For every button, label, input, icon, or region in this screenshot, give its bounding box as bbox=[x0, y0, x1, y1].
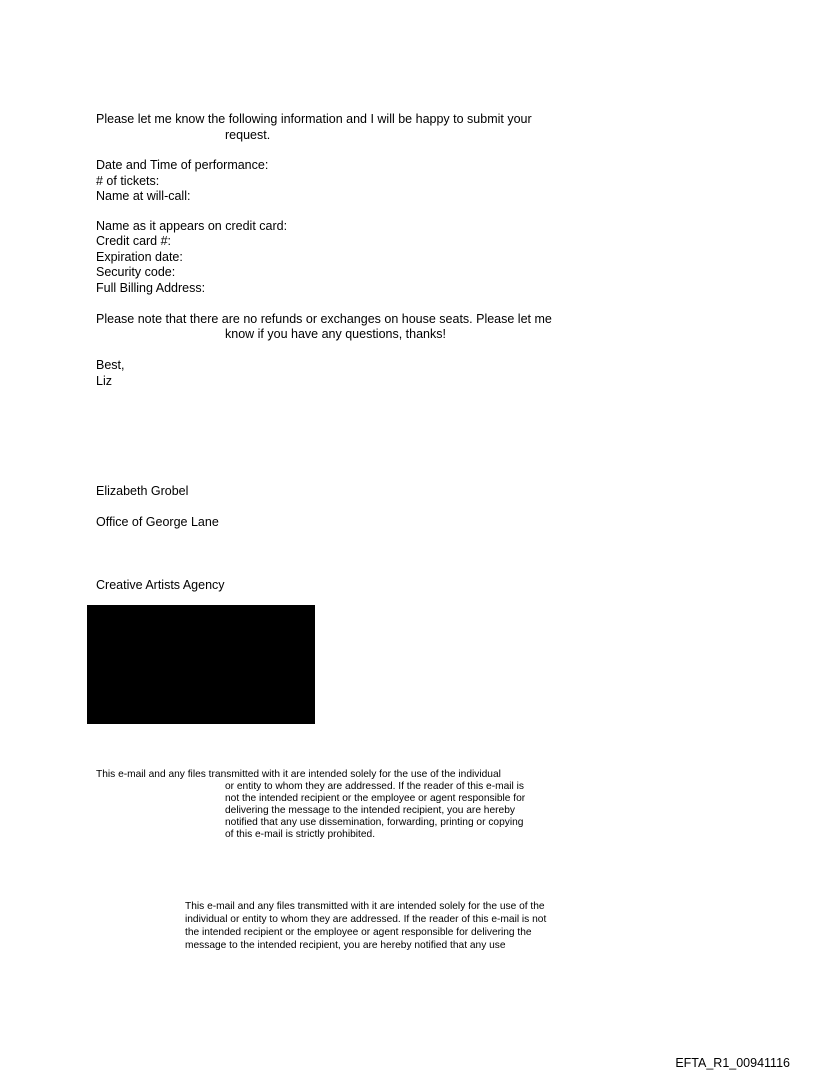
performance-field-label: Date and Time of performance: bbox=[96, 158, 269, 172]
redaction-block bbox=[87, 605, 315, 724]
disclaimer-1-line-1: This e-mail and any files transmitted with it are intended solely for the use of the individual bbox=[96, 769, 501, 780]
disclaimer-1-line-4: delivering the message to the intended recipient, you are hereby bbox=[225, 805, 515, 816]
disclaimer-1-line-5: notified that any use dissemination, forwarding, printing or copying bbox=[225, 817, 524, 828]
disclaimer-2-line-2: individual or entity to whom they are addressed. If the reader of this e-mail is not bbox=[185, 914, 547, 925]
note-line-1: Please note that there are no refunds or exchanges on house seats. Please let me bbox=[96, 312, 552, 326]
disclaimer-2-line-3: the intended recipient or the employee or agent responsible for delivering the bbox=[185, 927, 532, 938]
signature-company: Creative Artists Agency bbox=[96, 578, 225, 592]
security-code-field-label: Security code: bbox=[96, 265, 176, 279]
disclaimer-1-line-6: of this e-mail is strictly prohibited. bbox=[225, 829, 376, 840]
expiration-field-label: Expiration date: bbox=[96, 250, 183, 264]
intro-line-1: Please let me know the following information and I will be happy to submit your bbox=[96, 112, 532, 126]
will-call-field-label: Name at will-call: bbox=[96, 189, 191, 203]
intro-line-2: request. bbox=[225, 128, 271, 142]
tickets-field-label: # of tickets: bbox=[96, 174, 160, 188]
disclaimer-1-line-2: or entity to whom they are addressed. If the reader of this e-mail is bbox=[225, 781, 524, 792]
note-line-2: know if you have any questions, thanks! bbox=[225, 327, 446, 341]
sender-first-name: Liz bbox=[96, 374, 112, 388]
disclaimer-1-line-3: not the intended recipient or the employee or agent responsible for bbox=[225, 793, 526, 804]
card-number-field-label: Credit card #: bbox=[96, 234, 172, 248]
disclaimer-2-line-4: message to the intended recipient, you are hereby notified that any use bbox=[185, 940, 506, 951]
disclaimer-2-line-1: This e-mail and any files transmitted with it are intended solely for the use of the bbox=[185, 901, 545, 912]
billing-address-field-label: Full Billing Address: bbox=[96, 281, 206, 295]
bates-number: EFTA_R1_00941116 bbox=[675, 1056, 790, 1070]
closing-text: Best, bbox=[96, 358, 125, 372]
signature-full-name: Elizabeth Grobel bbox=[96, 484, 189, 498]
card-name-field-label: Name as it appears on credit card: bbox=[96, 219, 288, 233]
signature-office: Office of George Lane bbox=[96, 515, 219, 529]
